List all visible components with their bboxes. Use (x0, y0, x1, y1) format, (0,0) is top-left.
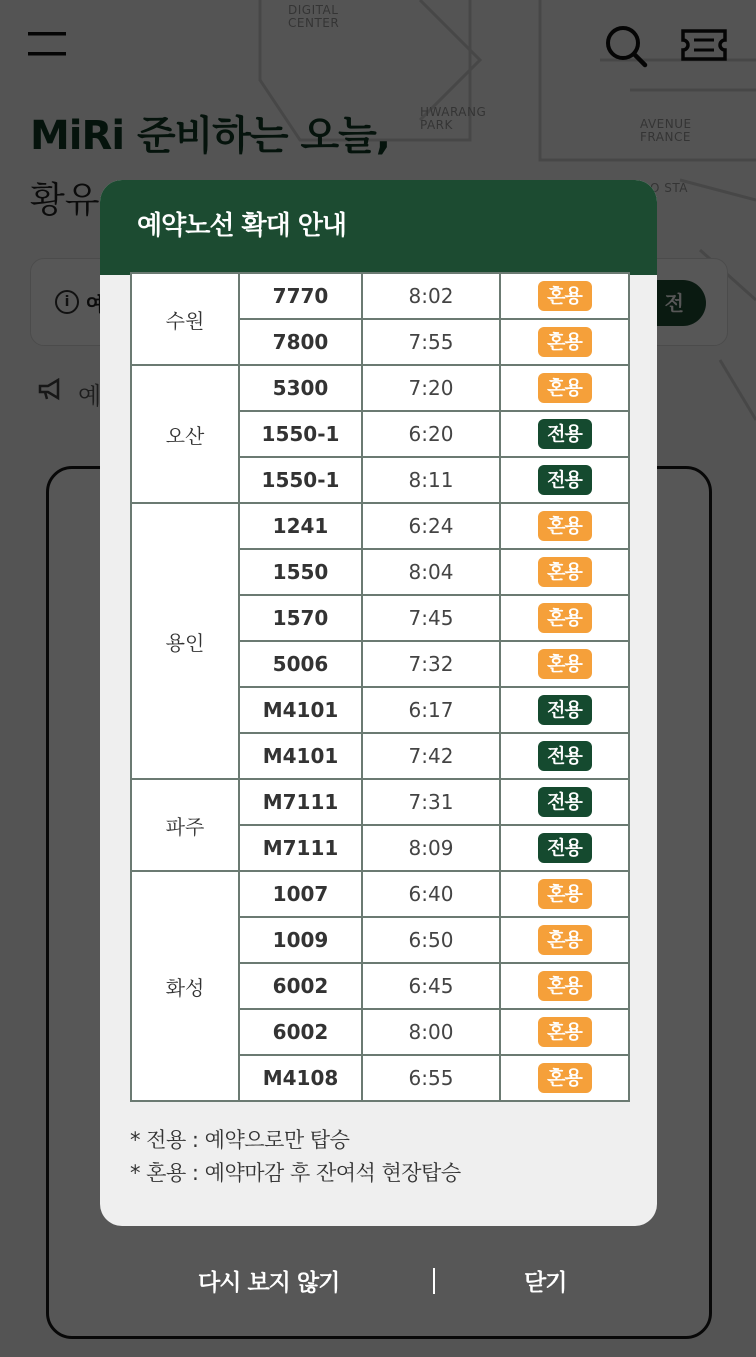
route-number-cell: 6002 (239, 1009, 362, 1055)
reservation-type-cell (500, 411, 629, 457)
reservation-type-cell (500, 641, 629, 687)
mixed-badge: 혼용 (538, 511, 592, 541)
region-cell: 용인 (131, 503, 239, 779)
route-table-container[interactable] (130, 272, 628, 1102)
table-row (131, 503, 629, 549)
departure-time-cell: 6:17 (362, 687, 500, 733)
table-row (131, 365, 629, 411)
mixed-badge: 혼용 (538, 327, 592, 357)
reservation-type-cell (500, 273, 629, 319)
route-number-cell: M7111 (239, 825, 362, 871)
modal-title: 예약노선 확대 안내 (100, 180, 657, 275)
region-cell: 화성 (131, 871, 239, 1101)
note-exclusive: * 전용 : 예약으로만 탑승 (130, 1128, 350, 1152)
reservation-type-cell (500, 549, 629, 595)
route-number-cell: M4108 (239, 1055, 362, 1101)
mixed-badge: 혼용 (538, 925, 592, 955)
table-row (131, 779, 629, 825)
mixed-badge: 혼용 (538, 557, 592, 587)
departure-time-cell: 6:40 (362, 871, 500, 917)
dont-show-again-button[interactable]: 다시 보지 않기 (198, 1270, 340, 1296)
route-number-cell: 1241 (239, 503, 362, 549)
route-number-cell: 1007 (239, 871, 362, 917)
note-mixed: * 혼용 : 예약마감 후 잔여석 현장탑승 (130, 1161, 461, 1185)
table-row (131, 273, 629, 319)
route-number-cell: 5006 (239, 641, 362, 687)
mixed-badge: 혼용 (538, 879, 592, 909)
reservation-type-cell (500, 779, 629, 825)
departure-time-cell: 8:11 (362, 457, 500, 503)
departure-time-cell: 6:45 (362, 963, 500, 1009)
route-number-cell: 1550-1 (239, 411, 362, 457)
mixed-badge: 혼용 (538, 603, 592, 633)
exclusive-badge: 전용 (538, 419, 592, 449)
exclusive-badge: 전용 (538, 833, 592, 863)
mixed-badge: 혼용 (538, 281, 592, 311)
mixed-badge: 혼용 (538, 1017, 592, 1047)
departure-time-cell: 6:24 (362, 503, 500, 549)
reservation-type-cell (500, 733, 629, 779)
route-number-cell: 7770 (239, 273, 362, 319)
reservation-type-cell (500, 825, 629, 871)
exclusive-badge: 전용 (538, 695, 592, 725)
route-number-cell: 1550 (239, 549, 362, 595)
region-cell: 수원 (131, 273, 239, 365)
reservation-type-cell (500, 365, 629, 411)
route-table (130, 272, 630, 1102)
route-expansion-modal (100, 180, 657, 1226)
departure-time-cell: 7:45 (362, 595, 500, 641)
departure-time-cell: 7:55 (362, 319, 500, 365)
route-number-cell: M4101 (239, 733, 362, 779)
reservation-type-cell (500, 1055, 629, 1101)
mixed-badge: 혼용 (538, 1063, 592, 1093)
exclusive-badge: 전용 (538, 465, 592, 495)
reservation-type-cell (500, 319, 629, 365)
region-cell: 오산 (131, 365, 239, 503)
reservation-type-cell (500, 1009, 629, 1055)
departure-time-cell: 7:20 (362, 365, 500, 411)
departure-time-cell: 7:42 (362, 733, 500, 779)
reservation-type-cell (500, 457, 629, 503)
route-number-cell: M4101 (239, 687, 362, 733)
legend-notes (130, 1124, 461, 1190)
reservation-type-cell (500, 595, 629, 641)
mixed-badge: 혼용 (538, 373, 592, 403)
exclusive-badge: 전용 (538, 741, 592, 771)
mixed-badge: 혼용 (538, 971, 592, 1001)
table-row (131, 871, 629, 917)
route-number-cell: 6002 (239, 963, 362, 1009)
departure-time-cell: 8:04 (362, 549, 500, 595)
route-number-cell: 7800 (239, 319, 362, 365)
route-number-cell: 1550-1 (239, 457, 362, 503)
reservation-type-cell (500, 963, 629, 1009)
close-button[interactable]: 닫기 (524, 1270, 567, 1296)
exclusive-badge: 전용 (538, 787, 592, 817)
departure-time-cell: 8:00 (362, 1009, 500, 1055)
route-number-cell: 1009 (239, 917, 362, 963)
reservation-type-cell (500, 917, 629, 963)
route-number-cell: M7111 (239, 779, 362, 825)
reservation-type-cell (500, 687, 629, 733)
departure-time-cell: 8:02 (362, 273, 500, 319)
departure-time-cell: 7:31 (362, 779, 500, 825)
departure-time-cell: 6:50 (362, 917, 500, 963)
footer-divider (433, 1268, 435, 1294)
reservation-type-cell (500, 871, 629, 917)
departure-time-cell: 8:09 (362, 825, 500, 871)
reservation-type-cell (500, 503, 629, 549)
departure-time-cell: 6:20 (362, 411, 500, 457)
route-number-cell: 5300 (239, 365, 362, 411)
region-cell: 파주 (131, 779, 239, 871)
departure-time-cell: 6:55 (362, 1055, 500, 1101)
route-number-cell: 1570 (239, 595, 362, 641)
mixed-badge: 혼용 (538, 649, 592, 679)
departure-time-cell: 7:32 (362, 641, 500, 687)
